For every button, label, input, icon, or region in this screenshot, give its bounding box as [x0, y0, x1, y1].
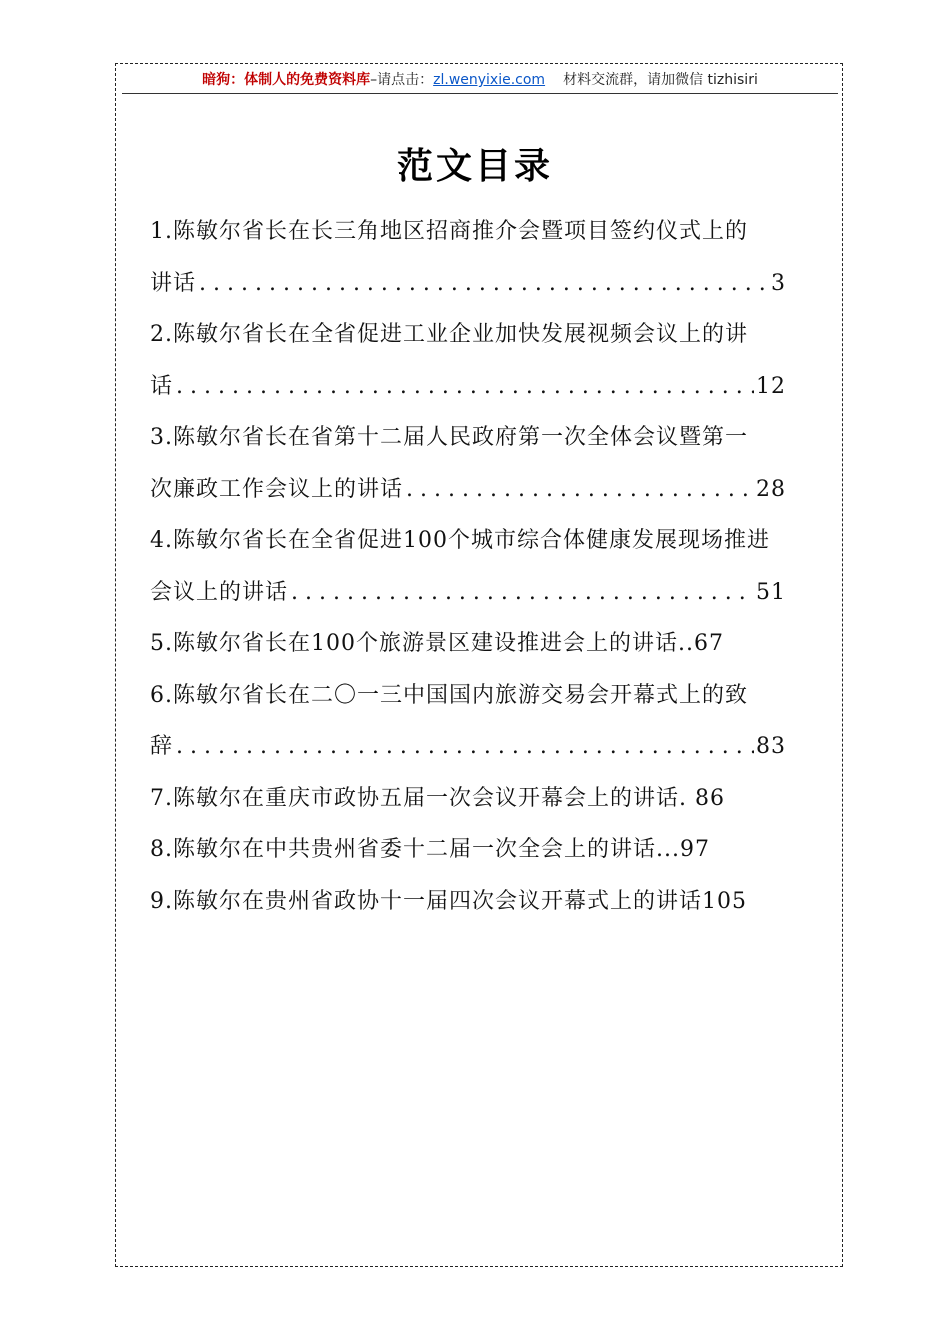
- toc-entry-8-page: 97: [679, 837, 710, 862]
- page-title: 范文目录: [396, 145, 553, 187]
- toc-leader-dots: [173, 721, 754, 773]
- header-prompt: –请点击：: [370, 72, 434, 88]
- toc-entry-5-page: 67: [693, 631, 724, 656]
- toc-entry-2-page: 12: [756, 373, 786, 399]
- toc-entry-3-text: 次廉政工作会议上的讲话: [150, 476, 404, 502]
- toc-entry-3-page: 28: [756, 476, 786, 502]
- toc-entry-5[interactable]: [150, 618, 840, 670]
- toc-entry-6-text: 辞: [150, 734, 174, 759]
- toc-entry-9-text: 9.陈敏尔在贵州省政协十一届四次会议开幕式上的讲话: [150, 888, 702, 914]
- toc-entry-9-page: 105: [702, 888, 747, 914]
- header-link[interactable]: zl.wenyixie.com: [433, 72, 546, 88]
- toc-entry-1-page: 3: [771, 270, 786, 296]
- toc-entry-7[interactable]: [150, 773, 840, 825]
- toc-entry-1-text: 讲话: [150, 270, 197, 296]
- toc-entry-5-text: 5.陈敏尔省长在100个旅游景区建设推进会上的讲话..: [150, 631, 694, 656]
- table-of-contents: [150, 206, 840, 927]
- toc-entry-8[interactable]: [150, 824, 840, 876]
- toc-entry-4-page: 51: [756, 579, 786, 605]
- toc-entry-6-line1[interactable]: 6.陈敏尔省长在二〇一三中国国内旅游交易会开幕式上的致: [150, 682, 748, 708]
- toc-entry-6-line2[interactable]: [150, 721, 786, 773]
- toc-entry-3-line1[interactable]: 3.陈敏尔省长在省第十二届人民政府第一次全体会议暨第一: [150, 425, 748, 450]
- toc-leader-dots: [288, 567, 754, 619]
- header-contact: 材料交流群，请加微信 tizhisiri: [563, 72, 758, 88]
- toc-entry-2-line1[interactable]: 2.陈敏尔省长在全省促进工业企业加快发展视频会议上的讲: [150, 322, 748, 347]
- toc-entry-9[interactable]: [150, 876, 840, 928]
- toc-leader-dots: [173, 361, 754, 413]
- toc-entry-4-line2[interactable]: [150, 567, 786, 619]
- toc-entry-1-line2[interactable]: [150, 258, 786, 310]
- toc-entry-1-line1[interactable]: 1.陈敏尔省长在长三角地区招商推介会暨项目签约仪式上的: [150, 219, 748, 244]
- toc-entry-4-text: 会议上的讲话: [150, 579, 289, 605]
- toc-entry-3-line2[interactable]: [150, 464, 786, 516]
- toc-entry-7-page: 86: [695, 785, 725, 811]
- toc-entry-4-line1[interactable]: 4.陈敏尔省长在全省促进100个城市综合体健康发展现场推进: [150, 528, 770, 553]
- toc-leader-dots: [196, 258, 769, 310]
- header-brand: 暗狗：体制人的免费资料库: [202, 72, 371, 88]
- toc-entry-6-page: 83: [756, 734, 786, 759]
- toc-entry-2-line2[interactable]: [150, 361, 786, 413]
- toc-entry-7-text: 7.陈敏尔在重庆市政协五届一次会议开幕会上的讲话.: [150, 785, 687, 811]
- toc-entry-2-text: 话: [150, 373, 174, 399]
- page-header: [122, 68, 838, 94]
- toc-leader-dots: [403, 464, 754, 516]
- toc-entry-8-text: 8.陈敏尔在中共贵州省委十二届一次全会上的讲话...: [150, 837, 680, 862]
